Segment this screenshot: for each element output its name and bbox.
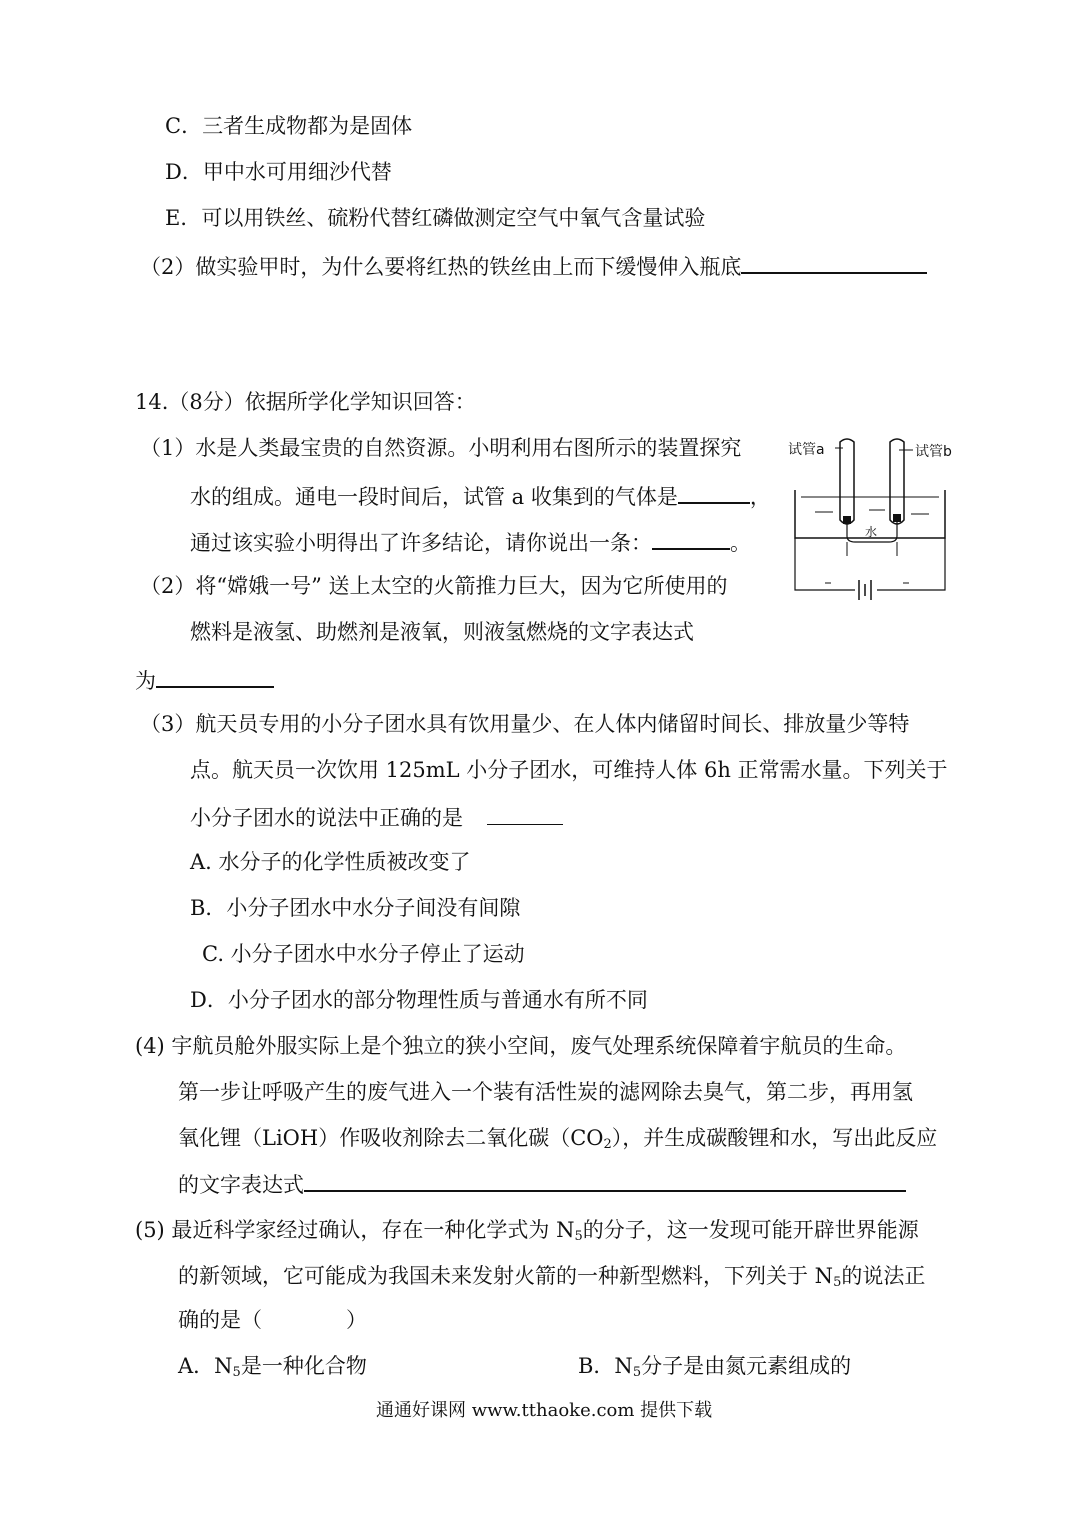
q14-part4-line3 — [178, 1124, 937, 1159]
subscript: 5 — [833, 1275, 842, 1290]
page-footer: 通通好课网 www.tthaoke.com 提供下载 — [376, 1400, 713, 1421]
test-tube-a — [840, 439, 854, 524]
option-b-text-b: 分子是由氮元素组成的 — [641, 1354, 852, 1378]
subscript: 5 — [232, 1365, 241, 1380]
answer-blank[interactable] — [652, 526, 730, 550]
figure-label-water: 水 — [865, 525, 878, 539]
q14-header: 14.（8分）依据所学化学知识回答： — [135, 390, 476, 414]
figure-label-tube-a: 试管a — [788, 442, 825, 458]
q14-part1-line2 — [190, 480, 771, 511]
q14-part4-line2: 第一步让呼吸产生的废气进入一个装有活性炭的滤网除去臭气，第二步，再用氢 — [178, 1080, 913, 1104]
q14-part5-line1 — [135, 1216, 919, 1251]
q14-part4-line3-text-a: 氧化锂（LiOH）作吸收剂除去二氧化碳（CO — [178, 1126, 604, 1150]
q14-part3-line3-text: 小分子团水的说法中正确的是 — [190, 806, 463, 830]
q14-part5-option-a — [178, 1352, 367, 1387]
electrode-a — [843, 516, 851, 524]
q14-part5-option-b — [578, 1352, 851, 1387]
answer-blank[interactable] — [156, 664, 274, 688]
q14-part1-line3-text: 通过该实验小明得出了许多结论，请你说出一条： — [190, 531, 652, 555]
q14-part2-line2: 燃料是液氢、助燃剂是液氧，则液氢燃烧的文字表达式 — [190, 620, 694, 644]
q14-part1-line3 — [190, 526, 751, 557]
q14-part2-line3 — [135, 664, 274, 695]
test-tube-b — [890, 439, 904, 524]
electrolysis-apparatus-figure — [785, 430, 965, 605]
q14-part4-line1: (4) 宇航员舱外服实际上是个独立的狭小空间，废气处理系统保障着宇航员的生命。 — [135, 1034, 907, 1058]
option-a-text-b: 是一种化合物 — [240, 1354, 367, 1378]
subscript: 5 — [574, 1229, 583, 1244]
answer-blank[interactable] — [741, 250, 927, 274]
q14-part3-option-b: B．小分子团水中水分子间没有间隙 — [190, 896, 521, 920]
subscript: 5 — [632, 1365, 642, 1380]
q14-part1-line2-text: 水的组成。通电一段时间后，试管 a 收集到的气体是 — [190, 485, 678, 509]
option-b-text-a: B．N — [578, 1354, 633, 1378]
q14-part5-line2-text-a: 的新领域，它可能成为我国未来发射火箭的一种新型燃料，下列关于 N — [178, 1264, 834, 1288]
q14-part5-line3: 确的是（ ） — [178, 1308, 367, 1332]
q14-part4-line3-text-b: ），并生成碳酸锂和水，写出此反应 — [611, 1126, 938, 1150]
q13-option-e: E．可以用铁丝、硫粉代替红磷做测定空气中氧气含量试验 — [165, 206, 706, 230]
q14-part4-line4 — [178, 1168, 906, 1199]
q14-part2-line1: （2）将“嫦娥一号” 送上太空的火箭推力巨大，因为它所使用的 — [140, 574, 728, 598]
q13-option-c: C．三者生成物都为是固体 — [165, 114, 413, 138]
figure-label-tube-b: 试管b — [915, 444, 952, 460]
answer-blank[interactable] — [304, 1168, 906, 1192]
q13-option-d: D．甲中水可用细沙代替 — [165, 160, 392, 184]
subscript: 2 — [603, 1137, 612, 1152]
q14-part5-line1-text-b: 的分子，这一发现可能开辟世界能源 — [582, 1218, 919, 1242]
q14-part3-line3 — [190, 802, 563, 832]
electrode-b — [893, 514, 901, 522]
q14-part4-line4-text: 的文字表达式 — [178, 1173, 304, 1197]
q14-part5-line1-text-a: (5) 最近科学家经过确认，存在一种化学式为 N — [135, 1218, 575, 1242]
answer-blank[interactable] — [487, 802, 563, 825]
q13-subquestion-2-text: （2）做实验甲时，为什么要将红热的铁丝由上而下缓慢伸入瓶底 — [140, 255, 742, 279]
punctuation: ， — [749, 485, 771, 509]
q14-part3-line1: （3）航天员专用的小分子团水具有饮用量少、在人体内储留时间长、排放量少等特 — [140, 712, 910, 736]
q14-part3-line2: 点。航天员一次饮用 125mL 小分子团水，可维持人体 6h 正常需水量。下列关于 — [190, 758, 948, 782]
circuit-wire — [795, 538, 945, 590]
q14-part2-line3-text: 为 — [135, 669, 156, 693]
option-a-text-a: A．N — [178, 1354, 233, 1378]
q14-part3-option-d: D．小分子团水的部分物理性质与普通水有所不同 — [190, 988, 648, 1012]
q13-subquestion-2 — [140, 250, 927, 281]
q14-part3-option-a: A. 水分子的化学性质被改变了 — [190, 850, 471, 874]
q14-part1-line1: （1）水是人类最宝贵的自然资源。小明利用右图所示的装置探究 — [140, 436, 742, 460]
punctuation: 。 — [730, 531, 751, 555]
answer-blank[interactable] — [678, 480, 750, 504]
q14-part3-option-c: C. 小分子团水中水分子停止了运动 — [202, 942, 525, 966]
q14-part5-line2 — [178, 1262, 925, 1297]
q14-part5-line2-text-b: 的说法正 — [841, 1264, 926, 1288]
